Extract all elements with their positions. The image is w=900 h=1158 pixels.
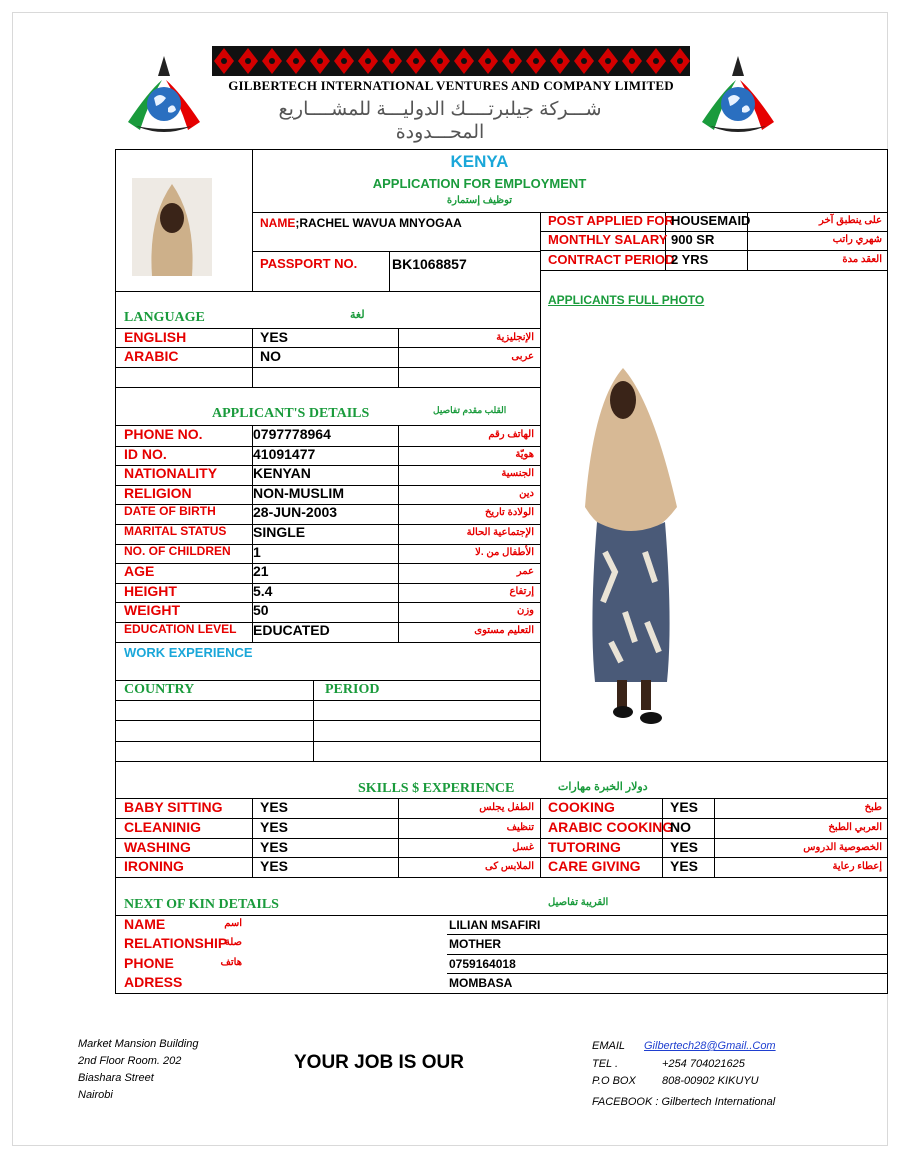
skill-label-ar: غسل — [512, 842, 534, 853]
applicant-full-photo — [575, 362, 687, 724]
detail-label: NATIONALITY — [124, 465, 218, 481]
skill-label-ar: الخصوصية الدروس — [803, 842, 882, 853]
photo-caption: APPLICANTS FULL PHOTO — [548, 293, 705, 307]
tel-label: TEL . — [592, 1057, 619, 1070]
logo-right — [692, 52, 784, 138]
work-experience-label: WORK EXPERIENCE — [124, 645, 253, 660]
skills-heading-ar: دولار الخبرة مهارات — [558, 781, 648, 793]
footer-contact — [592, 1038, 872, 1111]
country-column-header: COUNTRY — [124, 682, 195, 697]
skill-value: YES — [260, 839, 289, 855]
skill-label: CLEANINIG — [124, 819, 201, 835]
skill-label-ar: إعطاء رعاية — [832, 861, 882, 872]
language-heading: LANGUAGE — [124, 310, 205, 325]
kin-label-ar: هاتف — [220, 957, 242, 968]
skills-heading: SKILLS $ EXPERIENCE — [358, 781, 515, 796]
skill-label-ar: الطفل يجلس — [479, 802, 534, 813]
kin-label: RELATIONSHIP — [124, 935, 228, 951]
name-value: ;RACHEL WAVUA MNYOGAA — [295, 216, 462, 230]
skill-label: IRONING — [124, 858, 184, 874]
footer-address-line: 2nd Floor Room. 202 — [78, 1055, 182, 1067]
logo-left — [118, 52, 210, 138]
skill-label-ar: الملابس كى — [485, 861, 534, 872]
detail-label: PHONE NO. — [124, 426, 203, 442]
language-heading-ar: لغة — [350, 309, 365, 321]
kin-label-ar: صلة — [224, 937, 242, 948]
detail-label: WEIGHT — [124, 602, 180, 618]
skill-label-ar: طبخ — [864, 802, 882, 813]
skill-label: CARE GIVING — [548, 858, 641, 874]
detail-label: MARITAL STATUS — [124, 524, 227, 538]
detail-value: SINGLE — [253, 524, 306, 540]
post-label: CONTRACT PERIOD — [548, 252, 675, 267]
pobox-value: 808-00902 KIKUYU — [662, 1075, 759, 1087]
applicant-portrait-photo — [132, 178, 212, 276]
detail-label: HEIGHT — [124, 583, 177, 599]
detail-value: 28-JUN-2003 — [253, 504, 338, 520]
header-pattern-band — [212, 46, 690, 76]
form-title-ar: توظيف إستمارة — [446, 195, 513, 206]
form-country: KENYA — [450, 152, 509, 171]
skill-label: ARABIC COOKING — [548, 819, 674, 835]
post-label-ar: العقد مدة — [842, 254, 882, 265]
pobox-label: P.O BOX — [592, 1075, 636, 1087]
details-heading-ar: القلب مقدم تفاصيل — [433, 405, 507, 415]
detail-value: 50 — [253, 602, 269, 618]
language-label-ar: الإنجليزية — [496, 332, 534, 343]
detail-label: NO. OF CHILDREN — [124, 544, 231, 558]
detail-value: 1 — [253, 544, 261, 560]
email-label: EMAIL — [592, 1040, 626, 1052]
skill-label: BABY SITTING — [124, 799, 223, 815]
detail-label-ar: الهاتف رقم — [488, 429, 534, 440]
skill-label-ar: تنظيف — [506, 822, 534, 833]
post-label: POST APPLIED FOR — [548, 213, 674, 228]
language-label: ARABIC — [124, 348, 179, 364]
language-label: ENGLISH — [124, 329, 187, 345]
footer-address-line: Biashara Street — [78, 1072, 154, 1084]
detail-label-ar: الجنسية — [501, 468, 534, 479]
detail-label: DATE OF BIRTH — [124, 504, 216, 518]
passport-label: PASSPORT NO. — [260, 256, 358, 271]
details-heading: APPLICANT'S DETAILS — [212, 406, 370, 421]
language-value: NO — [260, 348, 281, 364]
detail-value: 0797778964 — [253, 426, 331, 442]
post-value: 900 SR — [671, 232, 715, 247]
post-label-ar: على ينطبق آخر — [818, 215, 882, 226]
detail-label: ID NO. — [124, 446, 167, 462]
period-column-header: PERIOD — [325, 682, 380, 697]
detail-label-ar: عمر — [516, 566, 534, 577]
detail-value: 41091477 — [253, 446, 316, 462]
post-value: 2 YRS — [671, 252, 709, 267]
detail-label-ar: الولادة تاريخ — [484, 507, 534, 518]
name-label: NAME — [260, 216, 296, 230]
tel-value: +254 704021625 — [662, 1057, 745, 1070]
footer-address-line: Market Mansion Building — [78, 1038, 199, 1050]
detail-label: EDUCATION LEVEL — [124, 622, 237, 636]
kin-value: LILIAN MSAFIRI — [449, 918, 541, 932]
post-label-ar: شهري راتب — [832, 234, 882, 245]
skill-label: COOKING — [548, 799, 615, 815]
kin-value: 0759164018 — [449, 957, 516, 971]
detail-value: NON-MUSLIM — [253, 485, 344, 501]
detail-label-ar: دين — [519, 488, 534, 499]
skill-value: NO — [670, 819, 691, 835]
language-label-ar: عربى — [511, 351, 534, 362]
detail-value: 21 — [253, 563, 269, 579]
kin-value: MOMBASA — [449, 976, 513, 990]
detail-label: RELIGION — [124, 485, 192, 501]
applicant-name — [260, 216, 462, 230]
post-label: MONTHLY SALARY — [548, 232, 668, 247]
skill-label-ar: العربي الطبخ — [828, 822, 882, 833]
skill-label: TUTORING — [548, 839, 621, 855]
company-name-en: GILBERTECH INTERNATIONAL VENTURES AND COMPANY LIMITED — [228, 78, 674, 93]
detail-label-ar: هويّة — [515, 449, 534, 460]
kin-label-ar: اسم — [224, 918, 242, 929]
skill-value: YES — [670, 799, 699, 815]
detail-label-ar: إرتفاع — [509, 586, 534, 597]
kin-heading-ar: القريبة تفاصيل — [548, 897, 609, 908]
kin-label: PHONE — [124, 955, 174, 971]
skill-value: YES — [670, 858, 699, 874]
post-value: HOUSEMAID — [671, 213, 751, 228]
footer-address-line: Nairobi — [78, 1089, 113, 1101]
passport-value: BK1068857 — [392, 256, 467, 272]
facebook-text: FACEBOOK : Gilbertech International — [592, 1095, 776, 1108]
kin-value: MOTHER — [449, 937, 501, 951]
detail-value: EDUCATED — [253, 622, 330, 638]
detail-value: 5.4 — [253, 583, 273, 599]
skill-value: YES — [260, 799, 289, 815]
kin-label: NAME — [124, 916, 166, 932]
skill-label: WASHING — [124, 839, 191, 855]
form-title: APPLICATION FOR EMPLOYMENT — [372, 176, 587, 191]
skill-value: YES — [670, 839, 699, 855]
detail-label-ar: التعليم مستوى — [474, 625, 534, 636]
email-link[interactable]: Gilbertech28@Gmail..Com — [644, 1040, 776, 1052]
detail-label-ar: وزن — [516, 605, 534, 616]
kin-heading: NEXT OF KIN DETAILS — [124, 897, 279, 912]
detail-label: AGE — [124, 563, 155, 579]
kin-label: ADRESS — [124, 974, 183, 990]
detail-label-ar: الإجتماعية الحالة — [466, 527, 534, 538]
slogan: YOUR JOB IS OUR — [294, 1052, 464, 1073]
language-value: YES — [260, 329, 289, 345]
company-name-ar: شـــركة جيلبرتــــك الدوليـــة للمشــــاريع المحـــدودة — [278, 99, 602, 143]
detail-label-ar: الأطفال من .لا — [475, 547, 534, 558]
skill-value: YES — [260, 819, 289, 835]
detail-value: KENYAN — [253, 465, 311, 481]
skill-value: YES — [260, 858, 289, 874]
